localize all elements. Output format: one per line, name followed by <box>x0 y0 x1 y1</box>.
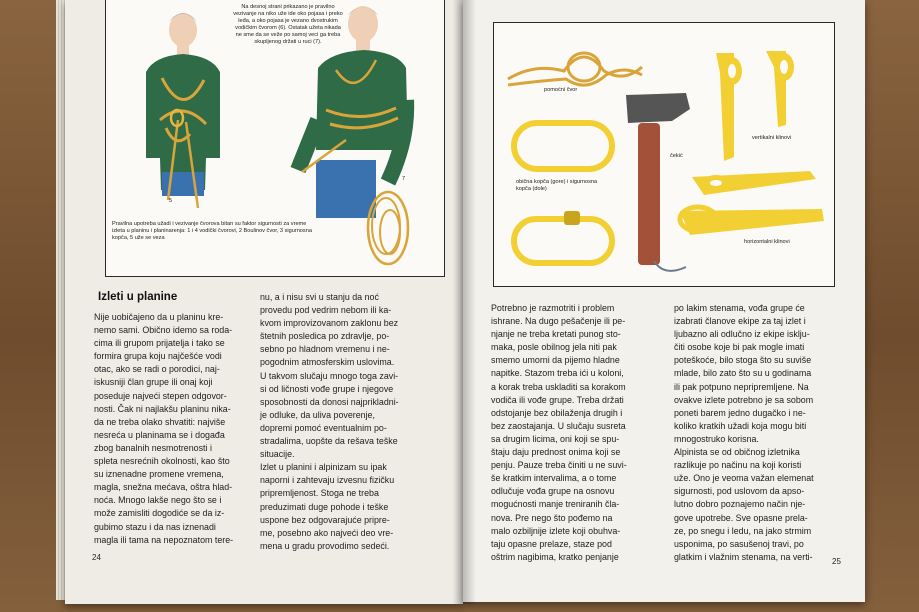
label-carabiners: obična kopča (gore) i sigurnosna kopča (dole) <box>516 179 598 192</box>
body-text-column-4: po lakim stenama, vođa grupe će izabrati članove ekipe za taj izlet i ljubazno ali odlučno iz ekipe isklju- čiti osobe koje bi pak mogle imati poteškoće, bilo stoga što su suviše mlade, bilo zato što su u godinama ili pak potpuno nepripremljene. Na ovakve izlete potrebno je sa sobom poneti barem jedno dugačko i ne- koliko kratkih užadi koja mogu biti mnogostruko korisna. Alpinista se od običnog izletnika razlikuje po načinu na koji koristi uže. Ono je veoma važan elemenat sigurnosti, pod uslovom da apso- lutno dobro poznajemo način nje- gove upotrebe. Sve opasne prela- ze, po snegu i ledu, na jako strmim usponima, po sasušenoj travi, po glatkim i vlažnim stenama, na verti- <box>674 303 814 562</box>
page-number-right: 25 <box>832 557 841 566</box>
figure-label-5: 5 <box>169 198 173 204</box>
horizontal-pitons <box>680 171 824 235</box>
label-horizontal-pitons: horizontalni klinovi <box>744 239 790 245</box>
body-text-column-3: Potrebno je razmotriti i problem ishrane. Na dugo pešačenje ili pe- njanje ne treba kretati punog sto- maka, posle obilnog jela niti pak smemo umorni da pijemo hladne napitke. Stazom treba ići u koloni, a korak treba uskladiti sa korakom vodiča ili vođe grupe. Treba držati odstojanje bez obilaženja drugih i bez zaostajanja. U slučaju susreta sa drugim licima, oni koji se spu- štaju daju prednost onima koji se penju. Pauze treba činiti u ne suvi- še kratkim intervalima, a o tome odlučuje vođa grupe na osnovu mogućnosti manje treniranih čla- nova. Pre nego što pođemo na malo ozbiljnije izlete koji obuhva- taju opasne prelaze, staze pod oštrim nagibima, kratko penjanje <box>491 303 627 562</box>
equipment-illustration <box>494 23 834 286</box>
figure-caption-top: Na desnoj strani prikazano je pravilno vezivanje na niko uže ide oko pojasa i preko leđa, a oko pojasa je vezano dvostrukim vodičkim čvorom (6). Ostatak užeta nikada ne sme da se veže po samoj veci ga treba skupljenog držati u ruci (7). <box>233 4 343 45</box>
climbing-equipment-figure <box>493 22 835 287</box>
carabiner-upper <box>514 123 612 169</box>
vertical-pitons <box>716 51 794 161</box>
label-vertical-pitons: vertikalni klinovi <box>752 135 792 141</box>
label-hammer: čekić <box>670 153 683 159</box>
hammer-drawing <box>626 93 690 271</box>
carabiner-locking <box>514 211 612 263</box>
label-auxiliary-knot: pomoćni čvor <box>544 87 578 93</box>
body-text-column-1: Nije uobičajeno da u planinu kre- nemo sami. Obično idemo sa roda- cima ili grupom prijatelja i tako se formira grupa koju najčešće vodi otac, ako se radi o porodici, naj- iskusniji član grupe ili onaj koji poseduje najveći stepen odgovor- nosti. Čak ni najlakšu planinu nika- da ne treba olako shvatiti: najviše nesreća u planinama se i događa zbog banalnih nesmotrenosti i spleta nesrećnih okolnosti, kao što su iznenadne promene vremena, magla, snežna mećava, oštra hlad- noća. Mnogo lakše nego što se i može zamisliti dogodiće se da iz- gubimo stazu i da nas iznenadi magla ili tama na nepoznatom tere- <box>94 312 234 545</box>
figure-label-7: 7 <box>402 176 406 182</box>
climber-figure-front <box>146 13 220 208</box>
section-heading: Izleti u planine <box>98 291 178 303</box>
page-number-left: 24 <box>92 553 101 562</box>
body-text-column-2: nu, a i nisu svi u stanju da noć provedu pod vedrim nebom ili ka- kvom improvizovanom zaklonu bez štetnih posledica po zdravlje, po- sebno po hladnom vremenu i ne- pogodnim atmosferskim uslovima. U takvom slučaju mnogo toga zavi- si od ličnosti vođe grupe i njegove sposobnosti da donosi najprikladni- je odluke, da uliva poverenje, dopremi pomoć eventualnim po- stradalima, uopšte da rešava teške situacije. Izlet u planini i alpinizam su ipak naporni i zahtevaju izvesnu fizičku pripremljenost. Stoga ne treba preduzimati duge pohode i teške uspone bez odgovarajuće pripre- me, posebno ako najveći deo vre- mena u gradu provodimo sedeći. <box>260 292 399 551</box>
figure-caption-bottom: Pravilna upotreba užadi i vezivanje čvorova bitan su faktor sigurnosti za vreme izleta u planinu i planinarenja: 1 i 4 vodički čvorovi, 2 Boulinov čvor, 3 sigurnosna kopča, 5 uže se veza <box>112 221 312 241</box>
knot-drawing <box>508 53 642 85</box>
book-gutter-shadow <box>452 0 476 604</box>
